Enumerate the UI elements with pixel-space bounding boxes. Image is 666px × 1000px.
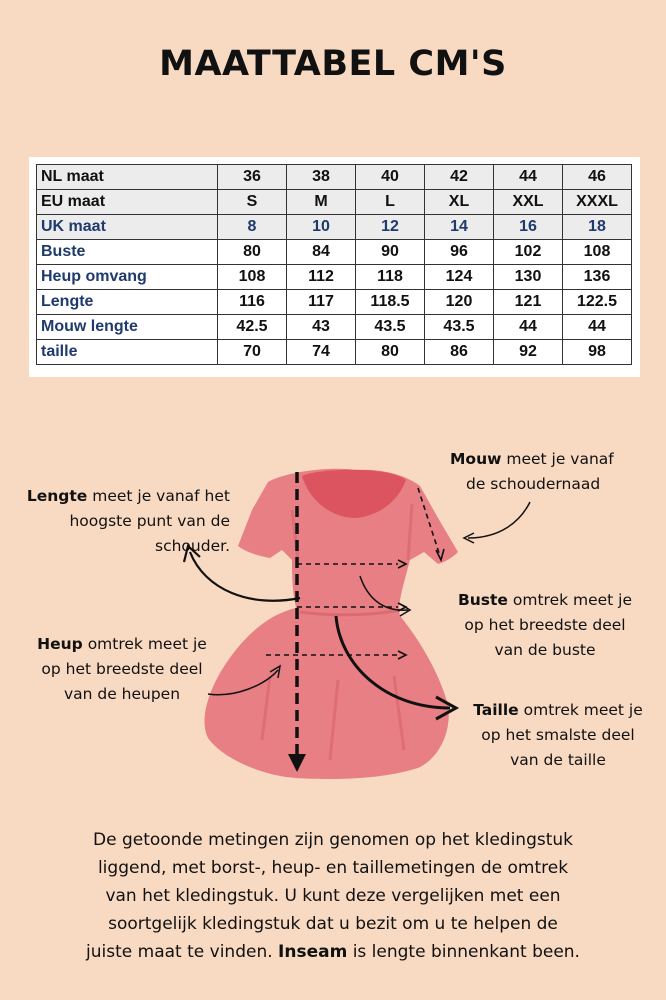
footer-line: soortgelijk kledingstuk dat u bezit om u te helpen de — [108, 914, 558, 934]
callout-heup-term: Heup — [37, 635, 83, 653]
table-cell: 108 — [563, 240, 632, 265]
table-cell: 14 — [425, 215, 494, 240]
table-cell: 80 — [356, 340, 425, 365]
table-cell: 43 — [287, 315, 356, 340]
callout-lengte — [4, 484, 230, 559]
table-cell: XXXL — [563, 190, 632, 215]
callout-mouw-term: Mouw — [450, 450, 502, 468]
callout-mouw-line2: de schoudernaad — [466, 475, 601, 493]
callout-taille-line2: op het smalste deel — [481, 726, 635, 744]
table-cell: 121 — [494, 290, 563, 315]
table-cell: 120 — [425, 290, 494, 315]
table-cell: XL — [425, 190, 494, 215]
table-cell: 80 — [218, 240, 287, 265]
table-cell: 16 — [494, 215, 563, 240]
footer-line: juiste maat te vinden. — [86, 942, 279, 962]
table-cell: 136 — [563, 265, 632, 290]
row-label: EU maat — [37, 190, 218, 215]
table-cell: 118.5 — [356, 290, 425, 315]
table-cell: 74 — [287, 340, 356, 365]
table-cell: 36 — [218, 165, 287, 190]
callout-lengte-line1: meet je vanaf het — [87, 487, 230, 505]
footer-term-inseam: Inseam — [278, 942, 348, 962]
footer-line: van het kledingstuk. U kunt deze vergelijken met een — [105, 886, 561, 906]
callout-taille-line1: omtrek meet je — [518, 701, 643, 719]
table-cell: 118 — [356, 265, 425, 290]
footer-line: De getoonde metingen zijn genomen op het kledingstuk — [92, 830, 574, 850]
callout-buste-line1: omtrek meet je — [507, 591, 633, 609]
table-cell: 42.5 — [218, 315, 287, 340]
table-cell: 12 — [356, 215, 425, 240]
row-label: Lengte — [37, 290, 218, 315]
table-row — [37, 165, 632, 190]
callout-heup-line2: op het breedste deel — [41, 660, 203, 678]
callout-buste-line3: van de buste — [494, 641, 596, 659]
row-label: taille — [37, 340, 218, 365]
callout-taille-line3: van de taille — [510, 751, 606, 769]
table-cell: 130 — [494, 265, 563, 290]
callout-taille — [460, 698, 656, 773]
table-cell: 102 — [494, 240, 563, 265]
table-cell: 43.5 — [425, 315, 494, 340]
row-label: NL maat — [37, 165, 218, 190]
table-row — [37, 315, 632, 340]
table-cell: 40 — [356, 165, 425, 190]
callout-heup — [12, 632, 232, 707]
row-label: Mouw lengte — [37, 315, 218, 340]
table-row — [37, 290, 632, 315]
table-row — [37, 240, 632, 265]
table-cell: L — [356, 190, 425, 215]
footer-line-end: is lengte binnenkant been. — [347, 942, 580, 962]
table-cell: 70 — [218, 340, 287, 365]
table-cell: 86 — [425, 340, 494, 365]
table-cell: 18 — [563, 215, 632, 240]
table-row — [37, 190, 632, 215]
table-cell: 92 — [494, 340, 563, 365]
callout-mouw — [450, 447, 650, 497]
table-cell: 84 — [287, 240, 356, 265]
footer-line: liggend, met borst-, heup- en taillemetingen de omtrek — [97, 858, 569, 878]
callout-buste-term: Buste — [457, 591, 508, 609]
footer-note — [20, 826, 646, 966]
table-cell: 98 — [563, 340, 632, 365]
row-label: Buste — [37, 240, 218, 265]
callout-buste-line2: op het breedste deel — [464, 616, 626, 634]
size-table-card — [29, 157, 640, 377]
size-table-body — [37, 165, 632, 365]
table-row — [37, 340, 632, 365]
table-cell: 117 — [287, 290, 356, 315]
table-row — [37, 265, 632, 290]
table-cell: 44 — [494, 315, 563, 340]
table-cell: 116 — [218, 290, 287, 315]
table-cell: S — [218, 190, 287, 215]
callout-lengte-line2: hoogste punt van de — [69, 512, 230, 530]
table-cell: 90 — [356, 240, 425, 265]
table-cell: 44 — [563, 315, 632, 340]
callout-heup-line3: van de heupen — [63, 685, 181, 703]
table-cell: 38 — [287, 165, 356, 190]
table-row — [37, 215, 632, 240]
table-cell: 124 — [425, 265, 494, 290]
table-cell: 112 — [287, 265, 356, 290]
table-cell: 10 — [287, 215, 356, 240]
table-cell: 43.5 — [356, 315, 425, 340]
callout-lengte-term: Lengte — [26, 487, 88, 505]
table-cell: 44 — [494, 165, 563, 190]
table-cell: XXL — [494, 190, 563, 215]
callout-mouw-line1: meet je vanaf — [501, 450, 614, 468]
page-title: MAATTABEL CM'S — [159, 44, 507, 84]
table-cell: 8 — [218, 215, 287, 240]
table-cell: 42 — [425, 165, 494, 190]
callout-taille-term: Taille — [473, 701, 519, 719]
table-cell: 46 — [563, 165, 632, 190]
row-label: Heup omvang — [37, 265, 218, 290]
table-cell: 108 — [218, 265, 287, 290]
size-table — [36, 164, 632, 365]
table-cell: 96 — [425, 240, 494, 265]
row-label: UK maat — [37, 215, 218, 240]
pointer-arrow-mouw — [464, 502, 530, 543]
callout-heup-line1: omtrek meet je — [82, 635, 207, 653]
callout-buste — [440, 588, 650, 663]
table-cell: M — [287, 190, 356, 215]
callout-lengte-line3: schouder. — [155, 537, 230, 555]
table-cell: 122.5 — [563, 290, 632, 315]
